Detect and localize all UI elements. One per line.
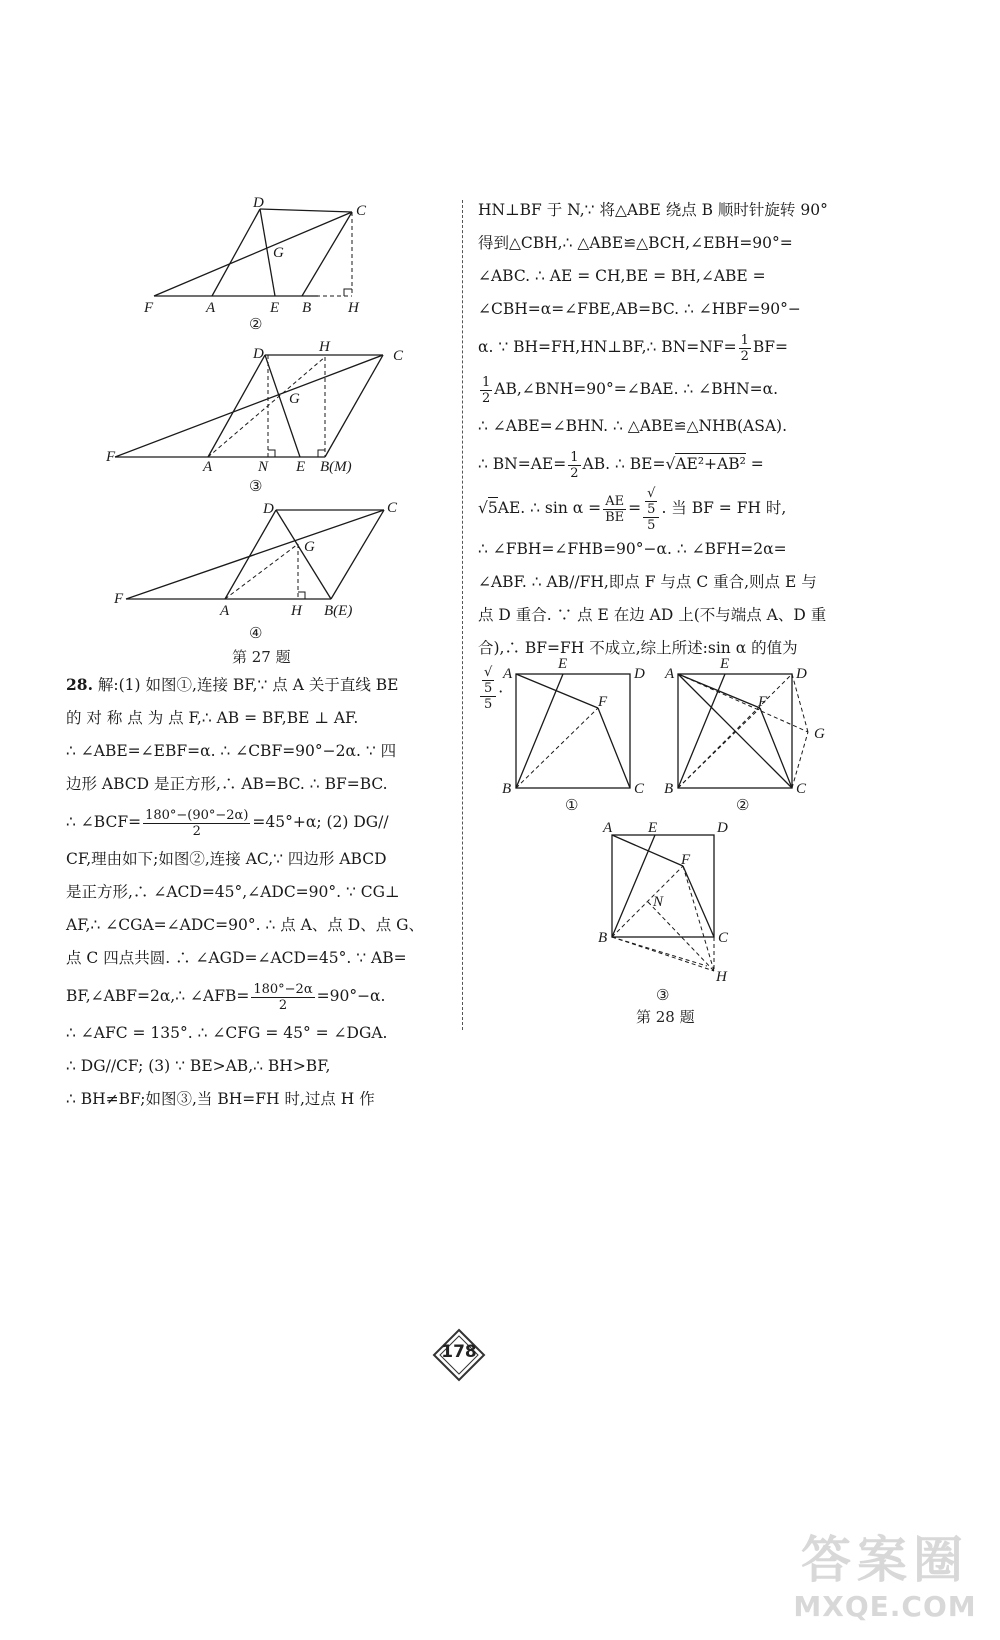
label-F: F	[598, 694, 608, 710]
label-B: B(M)	[320, 459, 352, 475]
label-F: F	[681, 852, 691, 868]
label-H: H	[291, 603, 302, 619]
figure-28-1	[498, 656, 658, 796]
text-line: 合),∴ BF=FH 不成立,综上所述:sin α 的值为	[478, 638, 798, 657]
figure-28-2	[660, 656, 840, 796]
label-B: B	[502, 781, 512, 797]
text-line: ∴ ∠FBH=∠FHB=90°−α. ∴ ∠BFH=2α=	[478, 539, 787, 558]
text-line: 点 C 四点共圆. ∴ ∠AGD=∠ACD=45°. ∵ AB=	[66, 949, 407, 967]
label-D: D	[253, 195, 264, 211]
label-F: F	[758, 694, 768, 710]
fraction: $\frac{AE}{BE}$	[605, 493, 625, 525]
label-C: C	[718, 930, 729, 946]
text-line: 是正方形,∴ ∠ACD=45°,∠ADC=90°. ∵ CG⊥	[66, 883, 400, 901]
figure-27-2	[140, 195, 380, 320]
label-N: N	[653, 894, 664, 910]
figure-27-3	[100, 340, 420, 480]
label-D: D	[263, 501, 274, 517]
text-line: α. ∵ BH=FH,HN⊥BF,∴ BN=NF= $\frac{1}{2}$ BF=	[478, 332, 788, 364]
label-C: C	[393, 348, 404, 364]
question-number: 28.	[66, 675, 93, 694]
column-divider	[462, 200, 463, 1030]
label-B: B(E)	[324, 603, 353, 619]
text-line: √ 5 5 .	[478, 665, 858, 712]
text-line: ∴ DG//CF; (3) ∵ BE>AB,∴ BH>BF,	[66, 1057, 331, 1075]
figure-27-4	[108, 498, 408, 628]
label-A: A	[503, 666, 513, 682]
text-line: ∴ BN=AE= $\frac{1}{2}$ AB. ∴ BE=√AE²+AB² =	[478, 449, 764, 481]
label-A: A	[206, 300, 216, 316]
label-C: C	[387, 500, 398, 516]
label-D: D	[796, 666, 807, 682]
label-D: D	[717, 820, 728, 836]
label-F: F	[106, 449, 116, 465]
label-E: E	[270, 300, 280, 316]
text-line: CF,理由如下;如图②,连接 AC,∵ 四边形 ABCD	[66, 850, 387, 868]
label-A: A	[220, 603, 230, 619]
figure-27-3-caption: ③	[249, 477, 263, 495]
right-column	[478, 194, 858, 712]
text-line: ∴ BH≠BF;如图③,当 BH=FH 时,过点 H 作	[66, 1090, 375, 1108]
label-C: C	[796, 781, 807, 797]
figure-28-title: 第 28 题	[636, 1008, 695, 1026]
watermark-url: MXQE.COM	[793, 1590, 977, 1623]
label-H: H	[716, 969, 727, 985]
label-G: G	[289, 391, 300, 407]
label-F: F	[114, 591, 124, 607]
text-line: ∴ ∠AFC = 135°. ∴ ∠CFG = 45° = ∠DGA.	[66, 1024, 388, 1042]
fraction: $\frac{180^\circ-(90^\circ-2\alpha)}{2}$	[145, 807, 249, 839]
label-G: G	[814, 726, 825, 742]
label-N: N	[258, 459, 269, 475]
fraction: $\frac{180^\circ-2\alpha}{2}$	[253, 981, 313, 1013]
figure-28-1-caption: ①	[565, 796, 579, 814]
label-D: D	[253, 346, 264, 362]
text-line: 解:(1) 如图①,连接 BF,∵ 点 A 关于直线 BE	[97, 676, 399, 694]
label-B: B	[598, 930, 608, 946]
fraction: √ 5 5	[643, 486, 659, 533]
page-number: 178	[441, 1342, 477, 1362]
label-E: E	[558, 656, 568, 672]
label-G: G	[273, 245, 284, 261]
text-line: HN⊥BF 于 N,∵ 将△ABE 绕点 B 顺时针旋转 90°	[478, 201, 828, 219]
text-line: AF,∴ ∠CGA=∠ADC=90°. ∴ 点 A、点 D、点 G、	[66, 916, 425, 934]
fraction: $\frac{1}{2}$	[482, 374, 491, 406]
label-E: E	[648, 820, 658, 836]
figure-28-3-caption: ③	[656, 986, 670, 1004]
label-B: B	[302, 300, 312, 316]
watermark-logo: 答案圈	[801, 1531, 969, 1589]
label-A: A	[603, 820, 613, 836]
label-H: H	[319, 339, 330, 355]
watermark	[785, 1520, 985, 1640]
figure-27-4-caption: ④	[249, 624, 263, 642]
figure-28-3	[595, 818, 745, 988]
fraction: √ 5 5	[480, 665, 496, 712]
text-line: ∴ ∠ABE=∠EBF=α. ∴ ∠CBF=90°−2α. ∵ 四	[66, 742, 397, 760]
text-line: BF,∠ABF=2α,∴ ∠AFB= $\frac{180^\circ-2\alpha}{2}$ =90°−α.	[66, 981, 386, 1013]
label-E: E	[720, 656, 730, 672]
label-H: H	[348, 300, 359, 316]
label-C: C	[634, 781, 645, 797]
figure-28-2-caption: ②	[736, 796, 750, 814]
figure-27-2-caption: ②	[249, 315, 263, 333]
text-line: ∴ ∠BCF= $\frac{180^\circ-(90^\circ-2\alpha)}{2}$ =45°+α; (2) DG//	[66, 807, 389, 839]
label-E: E	[296, 459, 306, 475]
text-line: ∠CBH=α=∠FBE,AB=BC. ∴ ∠HBF=90°−	[478, 300, 801, 318]
label-C: C	[356, 203, 367, 219]
text-line: ∴ ∠ABE=∠BHN. ∴ △ABE≌△NHB(ASA).	[478, 417, 787, 435]
text-line: √5AE. ∴ sin α = $\frac{AE}{BE}$ = √ 5 5 . 当 BF = FH 时,	[478, 485, 787, 533]
text-line: ∠ABC. ∴ AE = CH,BE = BH,∠ABE =	[478, 267, 766, 285]
label-A: A	[665, 666, 675, 682]
label-A: A	[203, 459, 213, 475]
text-line: ∠ABF. ∴ AB//FH,即点 F 与点 C 重合,则点 E 与	[478, 572, 817, 591]
text-line: 的 对 称 点 为 点 F,∴ AB = BF,BE ⊥ AF.	[66, 709, 359, 727]
fraction: $\frac{1}{2}$	[740, 332, 749, 364]
text-line: $\frac{1}{2}$ AB,∠BNH=90°=∠BAE. ∴ ∠BHN=α.	[482, 374, 779, 406]
label-B: B	[664, 781, 674, 797]
text-line: 边形 ABCD 是正方形,∴ AB=BC. ∴ BF=BC.	[66, 775, 388, 793]
text-line: 点 D 重合. ∵ 点 E 在边 AD 上(不与端点 A、D 重	[478, 605, 827, 624]
fraction: $\frac{1}{2}$	[570, 449, 579, 481]
page-number-badge	[432, 1328, 486, 1382]
label-D: D	[634, 666, 645, 682]
label-G: G	[304, 539, 315, 555]
text-line: 得到△CBH,∴ △ABE≌△BCH,∠EBH=90°=	[478, 234, 793, 252]
label-F: F	[144, 300, 154, 316]
figure-27-title: 第 27 题	[232, 648, 291, 666]
left-column	[66, 668, 456, 1116]
